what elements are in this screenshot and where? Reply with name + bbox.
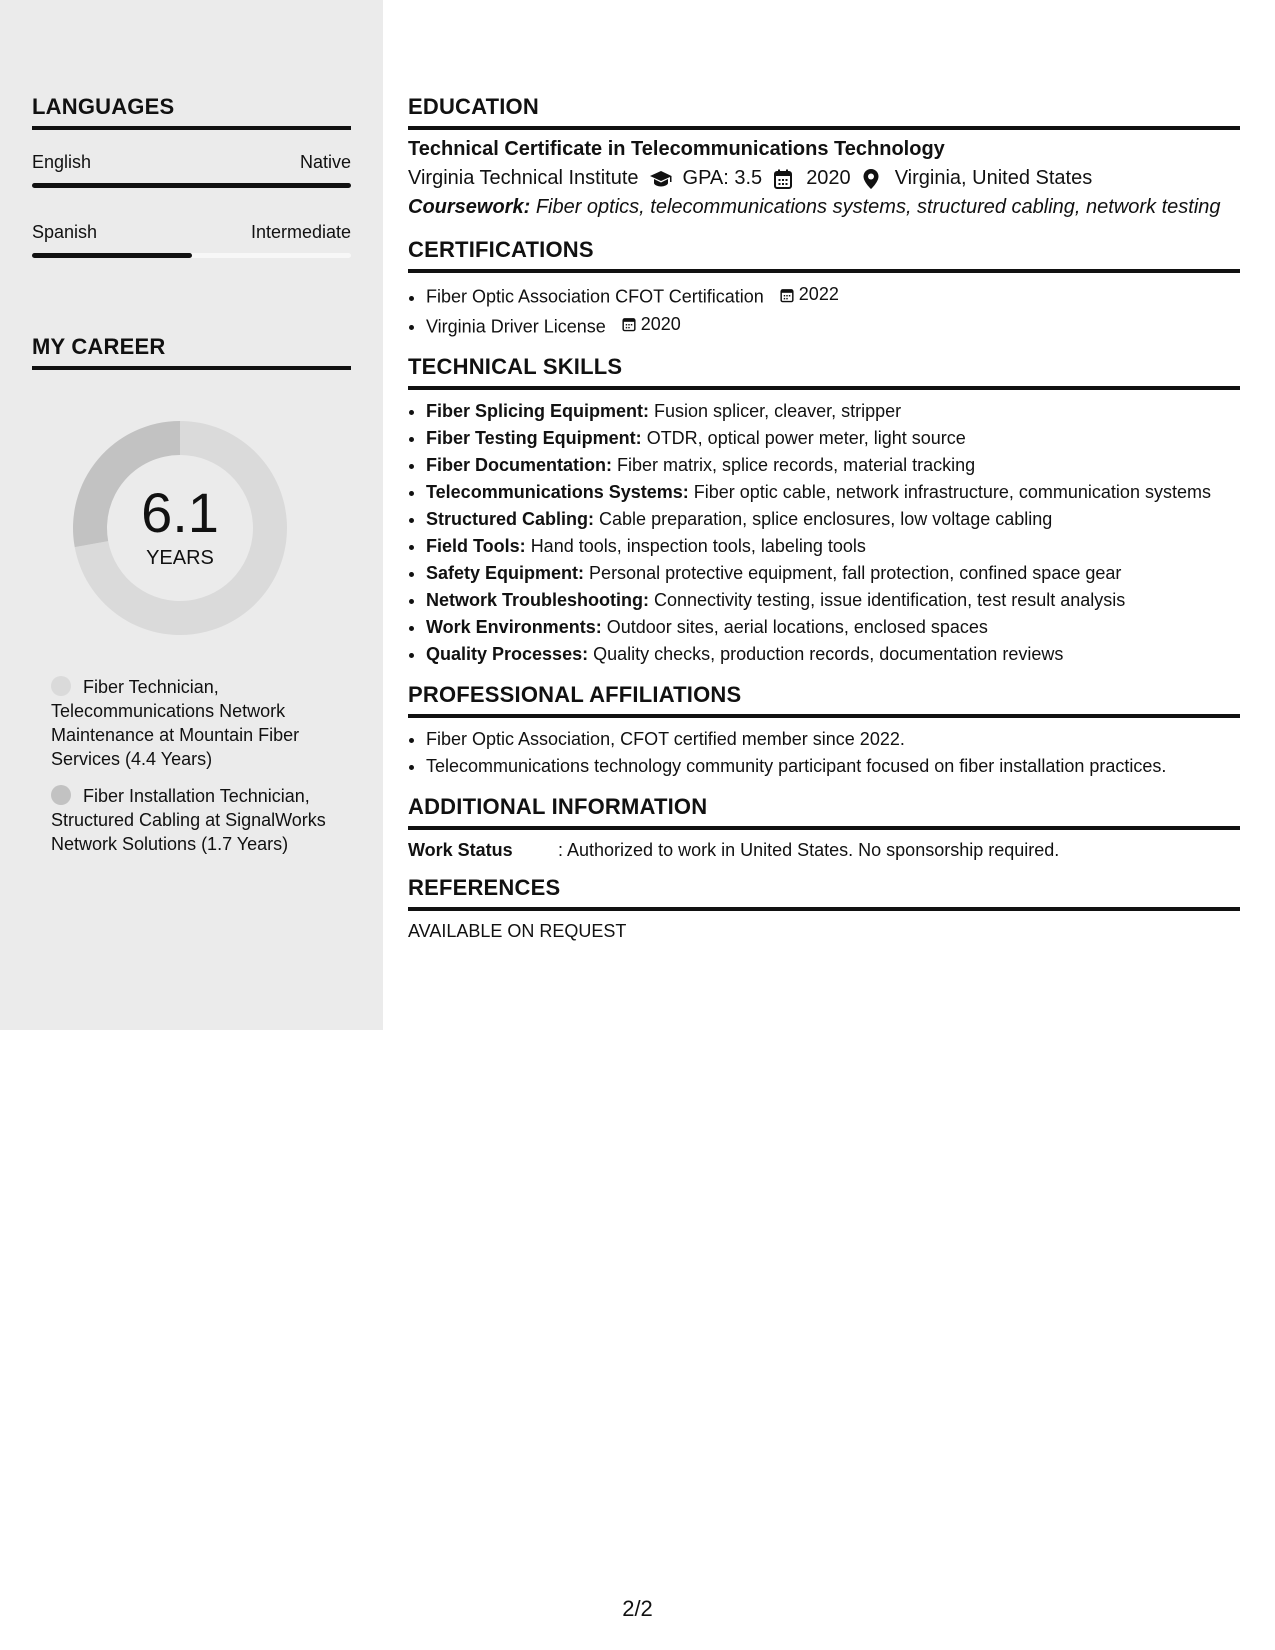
page-number: 2/2 [622, 1596, 653, 1621]
language-name: English [32, 152, 92, 172]
coursework [408, 196, 1240, 219]
skill-details: Hand tools, inspection tools, labeling tools [530, 536, 866, 556]
graduation-year: 2020 [806, 167, 851, 189]
skill-item [426, 398, 1240, 425]
certifications-title: CERTIFICATIONS [408, 237, 1240, 273]
skill-details: Connectivity testing, issue identification, test result analysis [654, 590, 1126, 610]
skill-category: Fiber Testing Equipment: [426, 428, 642, 448]
skill-category: Telecommunications Systems: [426, 482, 689, 502]
calendar-icon [772, 168, 796, 190]
education-section [408, 94, 1240, 219]
certifications-section [408, 237, 1240, 340]
certification-date [621, 311, 681, 338]
skill-category: Quality Processes: [426, 644, 589, 664]
affiliation-item: • Telecommunications technology community participant focused on fiber installation practices. [426, 753, 1240, 780]
degree-title: Technical Certificate in Telecommunications Technology [408, 138, 945, 160]
skill-category: Work Environments: [426, 617, 602, 637]
certification-item [426, 281, 1240, 311]
skill-details: OTDR, optical power meter, light source [646, 428, 966, 448]
main-content [408, 94, 1240, 956]
sidebar [0, 0, 383, 1030]
career-section [32, 334, 351, 370]
skill-item [426, 560, 1240, 587]
skill-item [426, 533, 1240, 560]
calendar-icon [621, 316, 637, 332]
skill-category: Network Troubleshooting: [426, 590, 649, 610]
certification-item [426, 311, 1240, 341]
work-status-label: Work Status [408, 840, 513, 860]
skill-category: Structured Cabling: [426, 509, 595, 529]
language-bar [32, 253, 351, 258]
career-total-value: 6.1 [141, 481, 219, 544]
skill-category: Safety Equipment: [426, 563, 585, 583]
additional-info-section [408, 794, 1240, 861]
references-section [408, 875, 1240, 942]
skill-category: Field Tools: [426, 536, 526, 556]
certification-year: 2020 [640, 313, 681, 334]
certification-name: Fiber Optic Association CFOT Certification [426, 286, 764, 307]
skill-category: Fiber Documentation: [426, 455, 613, 475]
map-pin-icon [861, 168, 885, 190]
career-legend-label: Fiber Installation Technician, Structured Cabling at SignalWorks Network Solutions (1.7 Years) [51, 786, 326, 854]
language-level: Intermediate [250, 222, 351, 242]
language-item [32, 222, 351, 258]
career-title: MY CAREER [32, 334, 351, 370]
certification-name: Virginia Driver License [426, 316, 606, 336]
skill-category: Fiber Splicing Equipment: [426, 401, 650, 421]
skill-details: Fiber matrix, splice records, material tracking [617, 455, 976, 475]
affiliations-title: PROFESSIONAL AFFILIATIONS [408, 682, 1240, 718]
school-name: Virginia Technical Institute [408, 167, 639, 189]
skill-details: Personal protective equipment, fall protection, confined space gear [589, 563, 1122, 583]
skill-item [426, 506, 1240, 533]
skills-title: TECHNICAL SKILLS [408, 354, 1240, 390]
career-legend-label: Fiber Technician, Telecommunications Network Maintenance at Mountain Fiber Services (4.4 Years) [51, 677, 300, 769]
language-item [32, 152, 351, 188]
career-legend-item [51, 784, 331, 856]
certifications-list [408, 281, 1240, 340]
language-bar-fill [32, 253, 192, 258]
skill-item [426, 614, 1240, 641]
gpa: GPA: 3.5 [682, 167, 763, 189]
language-level: Native [299, 152, 351, 172]
education-meta [408, 167, 1240, 190]
coursework-label: Coursework: [408, 196, 531, 218]
languages-title: LANGUAGES [32, 94, 351, 130]
certification-date [779, 281, 839, 308]
career-donut-chart [67, 415, 293, 641]
graduation-cap-icon [649, 168, 673, 190]
skill-details: Fiber optic cable, network infrastructure, communication systems [693, 482, 1211, 502]
languages-section [32, 94, 351, 258]
skill-details: Quality checks, production records, documentation reviews [593, 644, 1064, 664]
skills-section [408, 354, 1240, 668]
career-total-unit: YEARS [146, 547, 214, 569]
calendar-icon [779, 287, 795, 303]
career-legend-item [51, 675, 331, 771]
legend-dot [51, 785, 71, 805]
references-text: AVAILABLE ON REQUEST [408, 921, 627, 941]
education-title: EDUCATION [408, 94, 1240, 130]
language-bar-fill [32, 183, 351, 188]
certification-year: 2022 [798, 284, 839, 304]
affiliations-list [408, 726, 1240, 780]
skill-details: Cable preparation, splice enclosures, low voltage cabling [599, 509, 1053, 529]
skill-details: Outdoor sites, aerial locations, enclosed spaces [606, 617, 988, 637]
additional-info-title: ADDITIONAL INFORMATION [408, 794, 1240, 830]
skill-item [426, 587, 1240, 614]
language-name: Spanish [32, 222, 98, 242]
language-bar [32, 183, 351, 188]
affiliations-section [408, 682, 1240, 780]
legend-dot [51, 676, 71, 696]
references-title: REFERENCES [408, 875, 1240, 911]
coursework-text: Fiber optics, telecommunications systems, structured cabling, network testing [535, 196, 1221, 218]
career-legend [51, 675, 370, 856]
skill-item [426, 452, 1240, 479]
skill-item [426, 479, 1240, 506]
skill-item [426, 641, 1240, 668]
affiliation-item: • Fiber Optic Association, CFOT certified member since 2022. [426, 726, 1240, 753]
skill-details: Fusion splicer, cleaver, stripper [654, 401, 902, 421]
skill-item [426, 425, 1240, 452]
school-location: Virginia, United States [894, 167, 1093, 189]
skills-list [408, 398, 1240, 668]
work-status-row [408, 840, 1240, 861]
work-status-value: : Authorized to work in United States. No sponsorship required. [558, 840, 1060, 860]
